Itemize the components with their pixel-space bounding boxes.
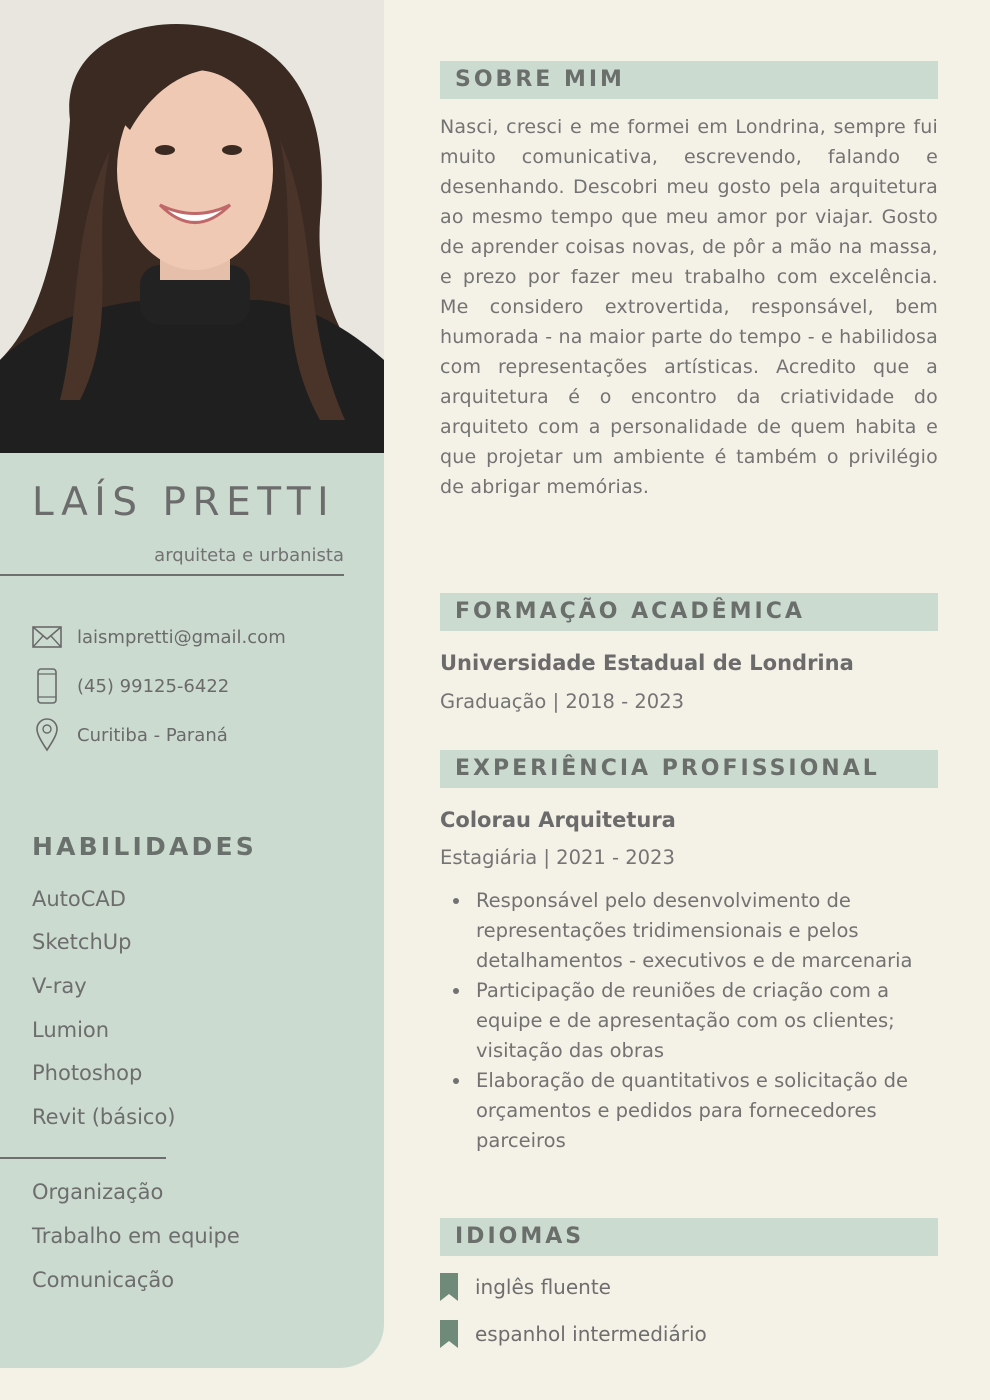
experience-detail: Estagiária | 2021 - 2023 xyxy=(440,846,675,869)
about-section-header xyxy=(440,61,938,99)
contact-location xyxy=(32,717,228,753)
skill-item: V-ray xyxy=(32,974,87,998)
language-label: inglês fluente xyxy=(475,1275,611,1299)
divider xyxy=(0,1157,166,1159)
language-item xyxy=(440,1273,611,1301)
skill-item: SketchUp xyxy=(32,930,132,954)
language-item xyxy=(440,1320,707,1348)
phone-icon xyxy=(32,668,62,704)
languages-heading: IDIOMAS xyxy=(455,1224,585,1249)
education-heading: FORMAÇÃO ACADÊMICA xyxy=(455,599,805,624)
list-item: Responsável pelo desenvolvimento de representações tridimensionais e pelos detalhamentos - executivos e de marcenaria xyxy=(440,886,940,976)
location-text: Curitiba - Paraná xyxy=(77,724,228,746)
bookmark-icon xyxy=(440,1273,458,1301)
divider xyxy=(0,574,344,576)
education-detail: Graduação | 2018 - 2023 xyxy=(440,690,685,713)
skill-item: Revit (básico) xyxy=(32,1105,176,1129)
education-institution: Universidade Estadual de Londrina xyxy=(440,651,854,675)
profile-photo xyxy=(0,0,384,453)
skill-item: Photoshop xyxy=(32,1061,143,1085)
about-text: Nasci, cresci e me formei em Londrina, sempre fui muito comunicativa, escrevendo, falando e desenhando. Descobri meu gosto pela arquitetura ao mesmo tempo que meu amor por viajar. Gosto de aprender coisas novas, de pôr a mão na massa, e prezo por fazer meu trabalho com excelência. Me considero extrovertida, responsável, bem humorada - na maior parte do tempo - e habilidosa com representações artísticas. Acredito que a arquitetura é o encontro da criatividade do arquiteto com a personalidade de quem habita e que projetar um ambiente é também o privilégio de abrigar memórias. xyxy=(440,116,938,498)
education-section-header xyxy=(440,593,938,631)
experience-heading: EXPERIÊNCIA PROFISSIONAL xyxy=(455,756,880,781)
soft-skill-item: Comunicação xyxy=(32,1268,175,1292)
contact-phone xyxy=(32,668,229,704)
skill-item: AutoCAD xyxy=(32,887,126,911)
soft-skill-item: Trabalho em equipe xyxy=(32,1224,240,1248)
candidate-role: arquiteta e urbanista xyxy=(154,545,344,566)
about-heading: SOBRE MIM xyxy=(455,67,625,92)
list-item: Participação de reuniões de criação com a equipe e de apresentação com os clientes; visitação das obras xyxy=(440,976,940,1066)
soft-skill-item: Organização xyxy=(32,1180,164,1204)
contact-email xyxy=(32,619,286,655)
list-item: Elaboração de quantitativos e solicitação de orçamentos e pedidos para fornecedores parceiros xyxy=(440,1066,940,1156)
envelope-icon xyxy=(32,619,62,655)
experience-company: Colorau Arquitetura xyxy=(440,808,676,832)
email-text[interactable]: laismpretti@gmail.com xyxy=(77,626,286,648)
candidate-name: LAÍS PRETTI xyxy=(32,480,336,525)
experience-bullets xyxy=(440,886,940,1156)
phone-text: (45) 99125-6422 xyxy=(77,675,230,697)
location-pin-icon xyxy=(32,717,62,753)
sidebar xyxy=(0,0,384,1368)
language-label: espanhol intermediário xyxy=(475,1322,707,1346)
skills-heading: HABILIDADES xyxy=(32,832,257,861)
bookmark-icon xyxy=(440,1320,458,1348)
portrait-illustration xyxy=(0,0,384,453)
languages-section-header xyxy=(440,1218,938,1256)
experience-section-header xyxy=(440,750,938,788)
skill-item: Lumion xyxy=(32,1018,110,1042)
